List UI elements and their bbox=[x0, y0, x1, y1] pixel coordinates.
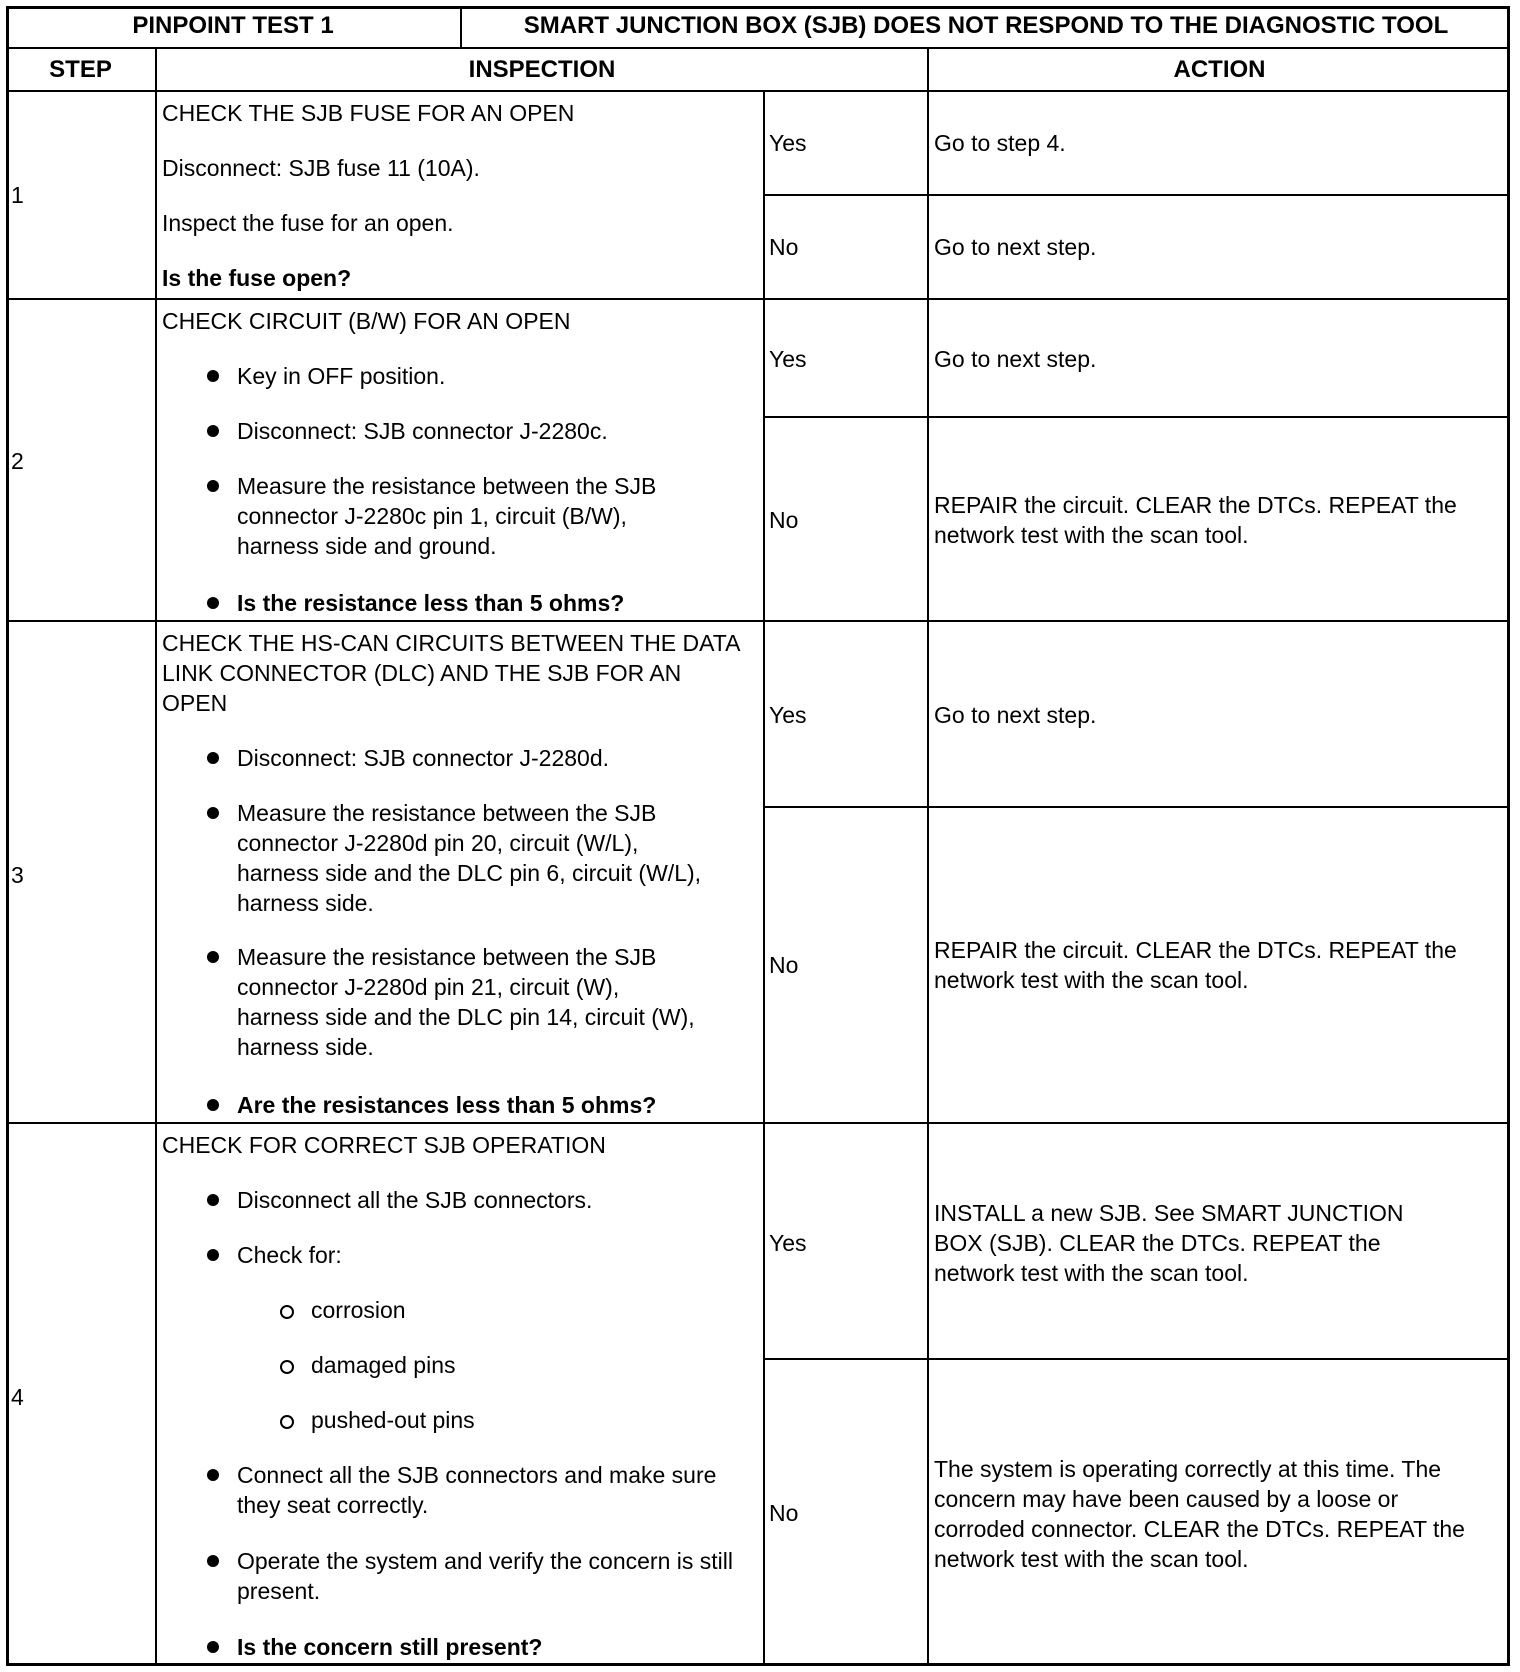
bullet-icon bbox=[207, 1249, 219, 1261]
step-title: CHECK THE SJB FUSE FOR AN OPEN bbox=[162, 100, 575, 126]
bullet-text: Measure the resistance between the SJB connector J-2280d pin 21, circuit (W), harness side and the DLC pin 14, circuit (W), harness side. bbox=[237, 944, 695, 1060]
bullet-icon bbox=[207, 425, 219, 437]
bullet-icon bbox=[207, 597, 219, 609]
step-title: CHECK FOR CORRECT SJB OPERATION bbox=[162, 1132, 606, 1158]
action-column-divider bbox=[927, 47, 929, 1666]
yes-action: Go to step 4. bbox=[934, 130, 1066, 156]
step-question: Is the resistance less than 5 ohms? bbox=[237, 590, 625, 616]
bullet-icon bbox=[207, 807, 219, 819]
step-number: 1 bbox=[11, 182, 24, 208]
column-header-action: ACTION bbox=[1173, 56, 1266, 83]
step-instruction: Disconnect: SJB fuse 11 (10A). bbox=[162, 155, 480, 181]
no-action: REPAIR the circuit. CLEAR the DTCs. REPEAT the network test with the scan tool. bbox=[934, 492, 1457, 548]
yes-label: Yes bbox=[769, 1230, 807, 1256]
bullet-icon bbox=[207, 1641, 219, 1653]
sub-bullet-icon bbox=[280, 1305, 294, 1319]
bullet-icon bbox=[207, 480, 219, 492]
bullet-text: Operate the system and verify the concern is still present. bbox=[237, 1548, 733, 1604]
step-number: 4 bbox=[11, 1384, 24, 1410]
yes-action: Go to next step. bbox=[934, 702, 1097, 728]
step-question: Is the fuse open? bbox=[162, 265, 352, 291]
sub-bullet-text: damaged pins bbox=[311, 1352, 456, 1378]
no-action: The system is operating correctly at this time. The concern may have been caused by a loose or corroded connector. CLEAR the DTCs. REPEAT the network test with the scan tool. bbox=[934, 1456, 1465, 1572]
yes-label: Yes bbox=[769, 702, 807, 728]
yes-no-divider bbox=[763, 806, 1510, 808]
no-action: Go to next step. bbox=[934, 234, 1097, 260]
bullet-text: Key in OFF position. bbox=[237, 363, 446, 389]
bullet-icon bbox=[207, 752, 219, 764]
yes-no-column-divider bbox=[763, 90, 765, 1666]
header-divider bbox=[6, 47, 1510, 49]
bullet-icon bbox=[207, 370, 219, 382]
sub-bullet-icon bbox=[280, 1360, 294, 1374]
sub-bullet-text: pushed-out pins bbox=[311, 1407, 475, 1433]
column-header-inspection: INSPECTION bbox=[468, 56, 616, 83]
bullet-text: Disconnect: SJB connector J-2280c. bbox=[237, 418, 608, 444]
yes-label: Yes bbox=[769, 130, 807, 156]
step-column-divider bbox=[155, 47, 157, 1666]
step-number: 3 bbox=[11, 862, 24, 888]
row-divider bbox=[6, 620, 1510, 622]
step-question: Is the concern still present? bbox=[237, 1634, 543, 1660]
bullet-icon bbox=[207, 1099, 219, 1111]
no-label: No bbox=[769, 1500, 799, 1526]
step-number: 2 bbox=[11, 448, 24, 474]
step-title: CHECK THE HS-CAN CIRCUITS BETWEEN THE DATA LINK CONNECTOR (DLC) AND THE SJB FOR AN OPEN bbox=[162, 630, 740, 716]
sub-bullet-icon bbox=[280, 1415, 294, 1429]
bullet-icon bbox=[207, 951, 219, 963]
bullet-text: Disconnect all the SJB connectors. bbox=[237, 1187, 593, 1213]
no-label: No bbox=[769, 234, 799, 260]
bullet-icon bbox=[207, 1194, 219, 1206]
step-instruction: Inspect the fuse for an open. bbox=[162, 210, 454, 236]
bullet-icon bbox=[207, 1469, 219, 1481]
step-question: Are the resistances less than 5 ohms? bbox=[237, 1092, 657, 1118]
no-label: No bbox=[769, 507, 799, 533]
row-divider bbox=[6, 298, 1510, 300]
bullet-text: Measure the resistance between the SJB connector J-2280c pin 1, circuit (B/W), harness side and ground. bbox=[237, 473, 657, 559]
bullet-text: Measure the resistance between the SJB connector J-2280d pin 20, circuit (W/L), harness side and the DLC pin 6, circuit (W/L), harness side. bbox=[237, 800, 702, 916]
yes-no-divider bbox=[763, 194, 1510, 196]
step-title: CHECK CIRCUIT (B/W) FOR AN OPEN bbox=[162, 308, 571, 334]
bullet-icon bbox=[207, 1555, 219, 1567]
no-label: No bbox=[769, 952, 799, 978]
bullet-text: Check for: bbox=[237, 1242, 342, 1268]
yes-action: Go to next step. bbox=[934, 346, 1097, 372]
row-divider bbox=[6, 1122, 1510, 1124]
column-header-step: STEP bbox=[49, 56, 112, 83]
yes-no-divider bbox=[763, 416, 1510, 418]
sub-bullet-text: corrosion bbox=[311, 1297, 406, 1323]
test-label: PINPOINT TEST 1 bbox=[132, 12, 334, 39]
bullet-text: Connect all the SJB connectors and make sure they seat correctly. bbox=[237, 1462, 717, 1518]
bullet-text: Disconnect: SJB connector J-2280d. bbox=[237, 745, 610, 771]
no-action: REPAIR the circuit. CLEAR the DTCs. REPEAT the network test with the scan tool. bbox=[934, 937, 1457, 993]
test-title: SMART JUNCTION BOX (SJB) DOES NOT RESPOND TO THE DIAGNOSTIC TOOL bbox=[523, 12, 1449, 39]
yes-no-divider bbox=[763, 1358, 1510, 1360]
yes-action: INSTALL a new SJB. See SMART JUNCTION BOX (SJB). CLEAR the DTCs. REPEAT the network test with the scan tool. bbox=[934, 1200, 1404, 1286]
column-header-divider bbox=[6, 90, 1510, 92]
yes-label: Yes bbox=[769, 346, 807, 372]
